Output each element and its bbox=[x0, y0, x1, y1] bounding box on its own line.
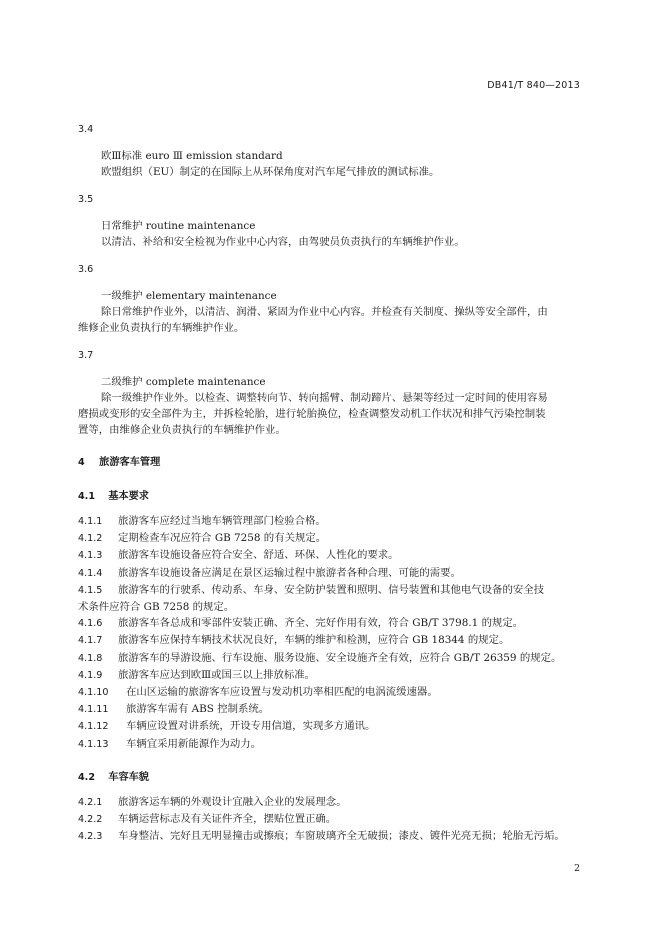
clause bbox=[78, 513, 600, 530]
clause-text: 旅游客车应达到欧Ⅲ或国三以上排放标准。 bbox=[118, 668, 316, 681]
clause-text: 车身整洁、完好且无明显撞击或擦痕；车窗玻璃齐全无破损；漆皮、镀件光亮无损；轮胎无污垢。 bbox=[118, 830, 565, 843]
clause bbox=[78, 701, 600, 718]
clause-text: 车辆运营标志及有关证件齐全，摆贴位置正确。 bbox=[118, 813, 337, 826]
term-name: 欧Ⅲ标准 euro Ⅲ emission standard bbox=[101, 150, 283, 162]
clause-number: 4.1.5 bbox=[78, 584, 103, 596]
clause-number: 4.2.3 bbox=[78, 831, 103, 843]
section-number: 4.1 bbox=[78, 491, 95, 502]
chapter-number: 4 bbox=[78, 457, 85, 468]
term-definition-cont: 磨损或变形的安全部件为主，并拆检轮胎，进行轮胎换位，检查调整发动机工作状况和排气污染控制装 bbox=[78, 408, 546, 420]
clause bbox=[78, 828, 600, 845]
clause-text: 旅游客车设施设备应满足在景区运输过程中旅游者各种合理、可能的需要。 bbox=[118, 566, 461, 579]
clause-number: 4.1.6 bbox=[78, 618, 103, 630]
clause-number: 4.1.13 bbox=[78, 738, 109, 750]
clause-text: 旅游客车需有 ABS 控制系统。 bbox=[126, 703, 270, 716]
term-number: 3.5 bbox=[78, 194, 94, 205]
clause-number: 4.1.1 bbox=[78, 516, 103, 527]
clause-number: 4.1.11 bbox=[78, 704, 109, 716]
term-definition: 除日常维护作业外，以清洁、润滑、紧固为作业中心内容。并检查有关制度、操纵等安全部件，由 bbox=[101, 306, 548, 318]
term-definition-cont: 维修企业负责执行的车辆维护作业。 bbox=[78, 322, 245, 334]
term-number: 3.7 bbox=[78, 350, 94, 361]
chapter-title: 旅游客车管理 bbox=[99, 457, 161, 468]
term-definition: 以清洁、补给和安全检视为作业中心内容，由驾驶员负责执行的车辆维护作业。 bbox=[101, 236, 465, 248]
term-name: 日常维护 routine maintenance bbox=[101, 220, 256, 232]
clause-number: 4.1.2 bbox=[78, 533, 103, 545]
clause-number: 4.1.8 bbox=[78, 652, 103, 664]
clause bbox=[78, 565, 600, 582]
page-number: 2 bbox=[573, 863, 580, 874]
clause-text: 旅游客车的行驶系、传动系、车身、安全防护装置和照明、信号装置和其他电气设备的安全技 bbox=[118, 583, 545, 596]
clause-cont: 术条件应符合 GB 7258 的规定。 bbox=[78, 601, 235, 614]
standard-code: DB41/T 840—2013 bbox=[487, 80, 580, 91]
clause-text: 旅游客车各总成和零部件安装正确、齐全、完好作用有效，符合 GB/T 3798.1 的规定。 bbox=[118, 617, 524, 630]
document-body bbox=[78, 118, 600, 845]
clause-text: 车辆应设置对讲系统，开设专用信道，实现多方通讯。 bbox=[126, 720, 376, 733]
term-name: 二级维护 complete maintenance bbox=[101, 376, 266, 388]
term-definition: 除一级维护作业外。以检查、调整转向节、转向摇臂、制动蹄片、悬架等经过一定时间的使用容易 bbox=[101, 392, 548, 404]
clause-text: 定期检查车况应符合 GB 7258 的有关规定。 bbox=[118, 532, 327, 545]
clause bbox=[78, 794, 600, 811]
section-number: 4.2 bbox=[78, 771, 95, 783]
clause-number: 4.1.3 bbox=[78, 550, 103, 562]
clause-text: 车辆宜采用新能源作为动力。 bbox=[126, 737, 262, 750]
clause bbox=[78, 684, 600, 701]
clause bbox=[78, 615, 600, 632]
clause-number: 4.1.7 bbox=[78, 635, 103, 647]
term-number: 3.4 bbox=[78, 124, 94, 135]
clause-number: 4.1.4 bbox=[78, 567, 103, 579]
clause bbox=[78, 667, 600, 684]
term-number: 3.6 bbox=[78, 264, 94, 275]
clause bbox=[78, 530, 600, 547]
clause bbox=[78, 632, 600, 649]
term-definition: 欧盟组织（EU）制定的在国际上从环保角度对汽车尾气排放的测试标准。 bbox=[101, 166, 440, 178]
term-name: 一级维护 elementary maintenance bbox=[101, 290, 277, 302]
clause-text: 旅游客车应保持车辆技术状况良好，车辆的维护和检测，应符合 GB 18344 的规定。 bbox=[118, 634, 510, 647]
clause-text: 旅游客车应经过当地车辆管理部门检验合格。 bbox=[118, 515, 326, 527]
clause-text: 在山区运输的旅游客车应设置与发动机功率相匹配的电涡流缓速器。 bbox=[126, 686, 438, 699]
clause bbox=[78, 650, 600, 667]
chapter-heading bbox=[78, 454, 600, 471]
clause bbox=[78, 811, 600, 828]
clause bbox=[78, 736, 600, 753]
clause bbox=[78, 718, 600, 735]
section-title: 基本要求 bbox=[108, 491, 149, 502]
clause-text: 旅游客车的导游设施、行车设施、服务设施、安全设施齐全有效，应符合 GB/T 26359 的规定。 bbox=[118, 651, 562, 664]
clause-text: 旅游客车设施设备应符合安全、舒适、环保、人性化的要求。 bbox=[118, 549, 399, 562]
clause-number: 4.1.12 bbox=[78, 721, 109, 733]
clause-number: 4.1.10 bbox=[78, 687, 109, 699]
clause-number: 4.2.1 bbox=[78, 796, 103, 808]
section-heading bbox=[78, 769, 600, 786]
section-heading bbox=[78, 488, 600, 505]
clause-number: 4.1.9 bbox=[78, 669, 103, 681]
clause bbox=[78, 547, 600, 564]
term-definition-cont: 置等，由维修企业负责执行的车辆维护作业。 bbox=[78, 424, 286, 436]
section-title: 车容车貌 bbox=[108, 771, 149, 783]
clause-text: 旅游客运车辆的外观设计宜融入企业的发展理念。 bbox=[118, 795, 347, 808]
clause bbox=[78, 582, 600, 599]
clause-number: 4.2.2 bbox=[78, 814, 103, 826]
